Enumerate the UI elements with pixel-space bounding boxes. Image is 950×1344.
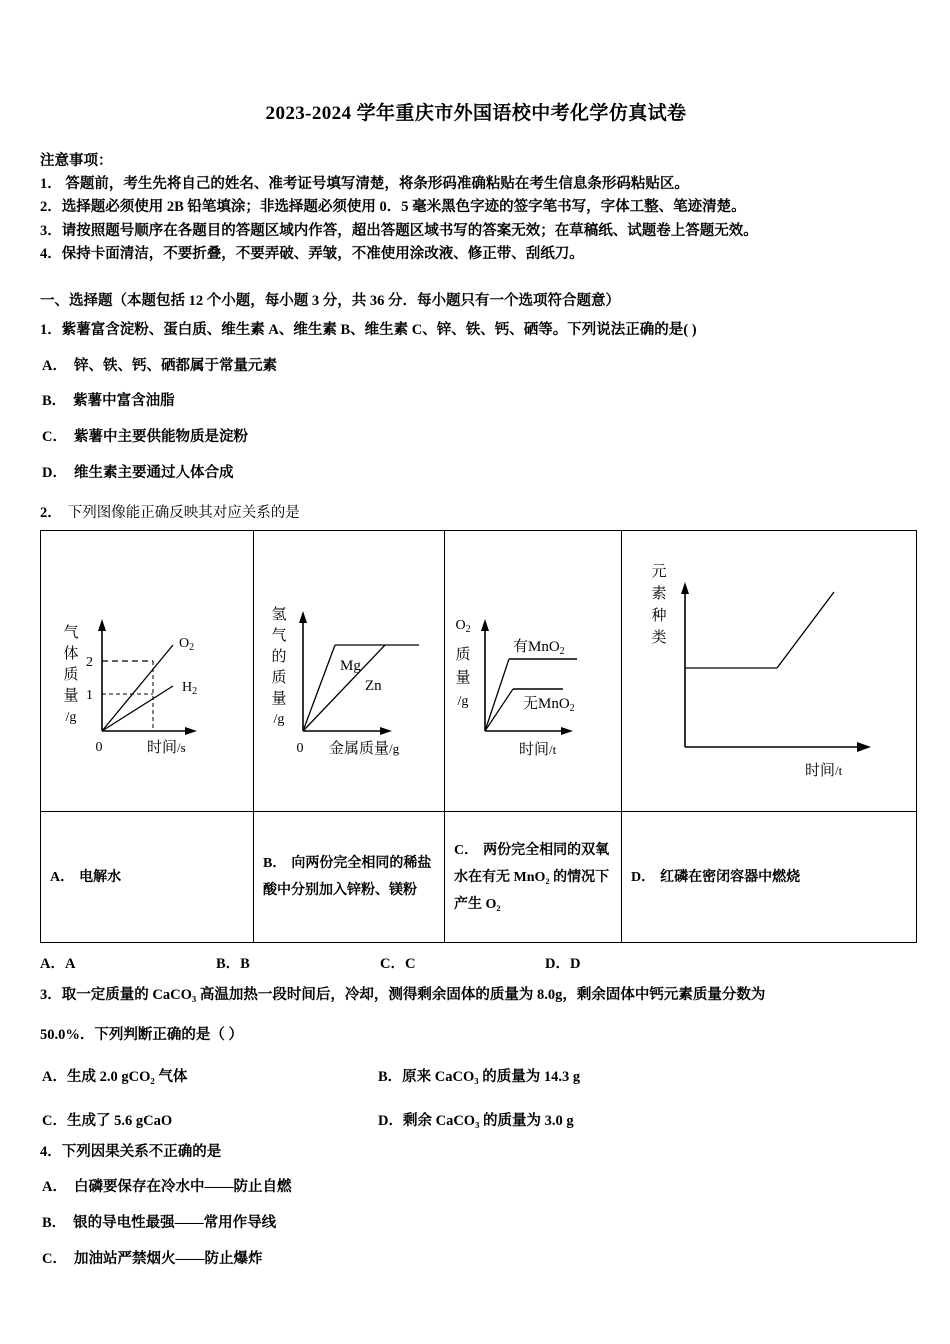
caption-b-text: 向两份完全相同的稀盐酸中分别加入锌粉、镁粉 <box>263 856 432 899</box>
caption-b-label: B． <box>263 856 287 872</box>
option-a-text: 白磷要保存在冷水中——防止自燃 <box>73 1179 292 1196</box>
svg-text:H2: $H_2$ <box>182 680 198 698</box>
caption-d-text: 红磷在密闭容器中燃烧 <box>660 869 801 885</box>
question-3-option-c[interactable] <box>42 1109 172 1130</box>
option-d-text: 剩余 CaCO₃ 的质量为 3.0 g <box>402 1112 574 1129</box>
graph-cell-a <box>41 531 254 812</box>
svg-text:量: 量 <box>63 688 79 705</box>
graph-hydrogen-peroxide-mno2 <box>445 571 621 771</box>
question-1-stem <box>40 319 912 341</box>
svg-text:类: 类 <box>651 630 667 647</box>
notice-item-2: 2．选择题必须使用 2B 铅笔填涂；非选择题必须使用 0．5 毫米黑色字迹的签字笔书写，字体工整、笔迹清楚。 <box>40 199 746 216</box>
page-content <box>40 0 912 1271</box>
graph-cell-b <box>254 531 445 812</box>
svg-text:Mg: Mg <box>340 658 361 675</box>
question-1-option-a[interactable] <box>40 356 912 378</box>
question-1-text: 紫薯富含淀粉、蛋白质、维生素 A、维生素 B、维生素 C、锌、铁、钙、硒等。下列说法正确的是( ) <box>61 322 697 339</box>
svg-text:/g: /g <box>65 710 77 726</box>
notice-heading: 注意事项： <box>40 152 113 169</box>
svg-text:时间/t: 时间/t <box>519 742 557 759</box>
svg-text:种: 种 <box>651 608 667 625</box>
svg-text:0: 0 <box>296 741 304 757</box>
graph-row <box>41 531 917 812</box>
option-b-label: B． <box>42 393 67 410</box>
caption-d-label: D． <box>631 869 656 885</box>
question-2-answer-d[interactable]: D．D <box>545 956 581 973</box>
svg-text:O2: $O_2$ <box>455 618 471 636</box>
svg-text:有MnO2: 有MnO$_2$ <box>513 639 565 658</box>
svg-text:O2: $O_2$ <box>179 636 195 654</box>
notice-item-1: 1． 答题前，考生先将自己的姓名、准考证号填写清楚，将条形码准确粘贴在考生信息条形码粘贴区。 <box>40 175 689 192</box>
caption-cell-c <box>445 812 622 943</box>
option-b-text: 银的导电性最强——常用作导线 <box>73 1215 277 1232</box>
question-1-number: 1． <box>40 322 62 339</box>
page-title: 2023-2024 学年重庆市外国语校中考化学仿真试卷 <box>265 103 687 124</box>
svg-text:气: 气 <box>63 625 79 642</box>
svg-text:无MnO2: 无MnO$_2$ <box>523 696 575 715</box>
option-a-text: 生成 2.0 gCO₂ 气体 <box>66 1068 188 1085</box>
option-a-label: A． <box>42 357 67 374</box>
svg-text:质: 质 <box>271 670 287 687</box>
svg-text:氢: 氢 <box>271 607 287 624</box>
question-2-number: 2． <box>40 504 62 521</box>
notice-item-3: 3．请按照题号顺序在各题目的答题区域内作答，超出答题区域书写的答案无效；在草稿纸、试题卷上答题无效。 <box>40 222 758 239</box>
svg-text:量: 量 <box>271 691 287 708</box>
svg-text:/g: /g <box>273 712 285 728</box>
option-d-label: D． <box>378 1112 403 1129</box>
question-4-option-b[interactable] <box>40 1213 912 1235</box>
caption-c-label: C． <box>454 842 479 858</box>
svg-text:2: 2 <box>86 655 93 671</box>
option-c-label: C． <box>42 1250 67 1267</box>
option-b-label: B． <box>42 1215 67 1232</box>
section-heading-multiple-choice: 一、选择题（本题包括 12 个小题，每小题 3 分，共 36 分．每小题只有一个选项符合题意） <box>40 293 620 310</box>
question-1-option-c[interactable] <box>40 427 912 449</box>
caption-cell-b <box>254 812 445 943</box>
question-2-text: 下列图像能正确反映其对应关系的是 <box>67 504 300 521</box>
question-4-stem: 4．下列因果关系不正确的是 <box>40 1143 222 1160</box>
option-c-text: 生成了 5.6 gCaO <box>66 1112 173 1129</box>
caption-cell-d <box>622 812 917 943</box>
graph-metals-with-dilute-acid <box>254 571 444 771</box>
notice-item-4: 4．保持卡面清洁，不要折叠，不要弄破、弄皱，不准使用涂改液、修正带、刮纸刀。 <box>40 246 584 262</box>
svg-text:体: 体 <box>63 646 79 663</box>
svg-text:Zn: Zn <box>365 678 382 695</box>
graph-cell-c <box>445 531 622 812</box>
question-4-option-a[interactable] <box>40 1177 912 1199</box>
question-3-options-row-1 <box>40 1065 912 1091</box>
caption-cell-a <box>41 812 254 943</box>
question-3-stem-line-1: 3．取一定质量的 CaCO₃ 高温加热一段时间后，冷却，测得剩余固体的质量为 8.0g，剩余固体中钙元素质量分数为 <box>40 987 766 1004</box>
svg-text:/g: /g <box>457 694 469 710</box>
question-2-answer-row <box>40 952 912 972</box>
question-2-answer-a[interactable]: A．A <box>40 956 76 973</box>
caption-a-label: A． <box>50 869 75 885</box>
option-a-label: A． <box>42 1179 67 1196</box>
option-d-label: D． <box>42 464 67 481</box>
option-b-label: B． <box>378 1068 403 1085</box>
question-2-answer-c[interactable]: C．C <box>380 956 416 973</box>
svg-text:时间/t: 时间/t <box>805 763 843 780</box>
option-a-text: 锌、铁、钙、硒都属于常量元素 <box>73 357 277 374</box>
option-b-text: 原来 CaCO₃ 的质量为 14.3 g <box>402 1068 581 1085</box>
question-4-option-c[interactable] <box>40 1249 912 1271</box>
option-b-text: 紫薯中富含油脂 <box>73 393 175 410</box>
svg-text:素: 素 <box>651 586 667 603</box>
option-c-label: C． <box>42 1112 67 1129</box>
question-3-options-row-2 <box>40 1109 912 1135</box>
svg-text:量: 量 <box>455 670 471 687</box>
graph-cell-d <box>622 531 917 812</box>
question-2-answer-b[interactable]: B．B <box>216 956 250 973</box>
caption-c-text: 两份完全相同的双氧水在有无 MnO₂ 的情况下产生 O₂ <box>454 842 610 913</box>
svg-text:元: 元 <box>651 564 667 581</box>
svg-text:的: 的 <box>271 649 287 666</box>
option-d-text: 维生素主要通过人体合成 <box>73 464 234 481</box>
question-3-option-d[interactable] <box>378 1109 574 1130</box>
option-c-label: C． <box>42 429 67 446</box>
svg-text:1: 1 <box>86 688 93 704</box>
svg-text:气: 气 <box>271 628 287 645</box>
svg-text:时间/s: 时间/s <box>147 740 186 757</box>
caption-row <box>41 812 917 943</box>
question-1-option-d[interactable] <box>40 463 912 485</box>
question-3-option-a[interactable] <box>42 1065 187 1086</box>
graph-electrolysis-of-water <box>41 571 253 771</box>
caption-a-text: 电解水 <box>79 869 122 885</box>
question-1-option-b[interactable] <box>40 391 912 413</box>
question-2-graph-table <box>40 530 917 943</box>
svg-text:0: 0 <box>95 740 103 756</box>
question-2-stem <box>40 503 912 525</box>
graph-red-phosphorus-closed-vessel <box>622 542 916 800</box>
svg-text:质: 质 <box>455 647 471 664</box>
option-c-text: 紫薯中主要供能物质是淀粉 <box>73 429 248 446</box>
svg-text:金属质量/g: 金属质量/g <box>329 741 400 758</box>
option-c-text: 加油站严禁烟火——防止爆炸 <box>73 1250 263 1267</box>
question-3-option-b[interactable] <box>378 1065 580 1086</box>
question-3-stem-line-2: 50.0%．下列判断正确的是（ ） <box>40 1026 243 1043</box>
svg-text:质: 质 <box>63 667 79 684</box>
option-a-label: A． <box>42 1068 67 1085</box>
